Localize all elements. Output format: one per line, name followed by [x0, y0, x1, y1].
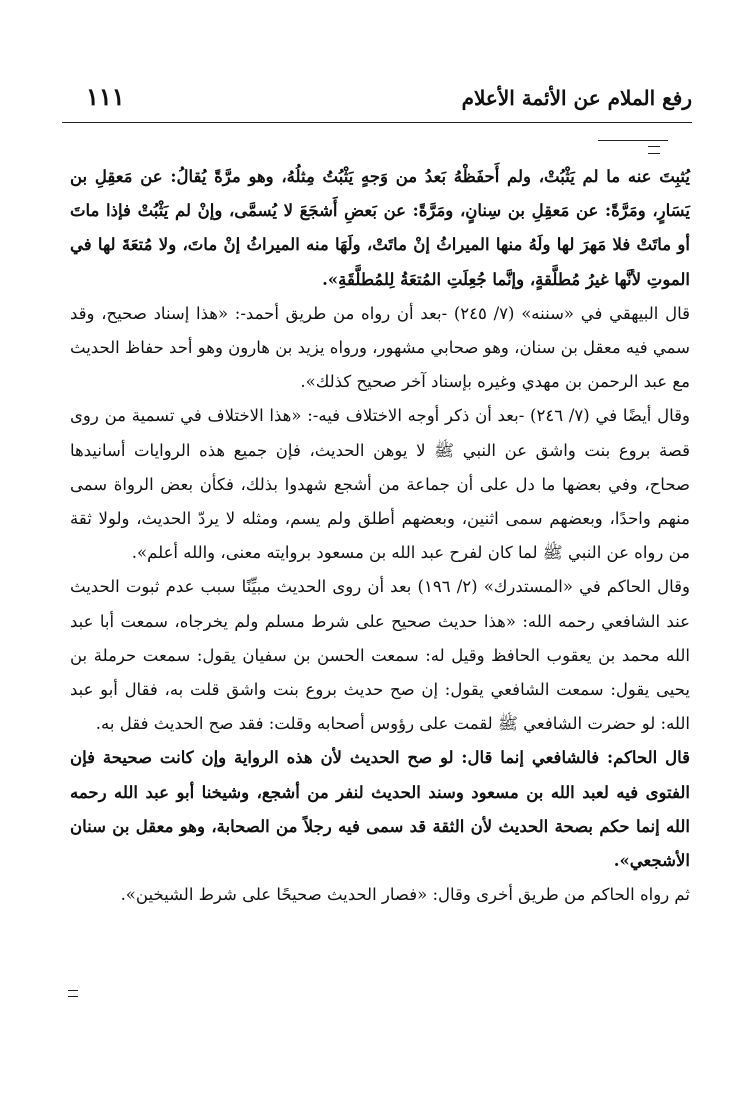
page-number: ١١١: [86, 82, 125, 111]
paragraph-hakim-commentary: قال الحاكم: فالشافعي إنما قال: لو صح الحديث لأن هذه الرواية وإن كانت صحيحة فإن الفتوى فيه لعبد الله بن مسعود وسند الحديث لنفر من أشجع، وشيخنا أبو عبد الله رحمه الله إنما حكم بصحة الحديث لأن الثقة قد سمى فيه رجلاً من الصحابة، وهو معقل بن سنان الأشجعي».: [70, 748, 690, 871]
page-body: [70, 160, 690, 912]
paragraph-quoted-text: يُثبِتَ عنه ما لم يَثْبُتْ، ولم أَحفَظْهُ بَعدُ من وَجهٍ يَثْبُتُ مِثلُهُ، وهو مرَّةً يُقالُ: عن مَعقِلِ بن يَسَارٍ، ومَرَّةً: عن مَعقِلِ بن سِنانٍ، ومَرَّةً: عن بَعضِ أَشجَعَ لا يُسمَّى، وإنْ لم يَثْبُتْ فإذا ماتَ أو ماتَتْ فلا مَهرَ لها ولَهُ منها الميراثُ إنْ ماتَتْ، ولَهَا منه الميراثُ إنْ ماتَ، ولا مُتعَةَ لها في الموتِ لأنَّها غيرُ مُطلَّقةٍ، وإنَّما جُعِلَتِ المُتعَةُ لِلمُطلَّقَةِ».: [70, 167, 690, 289]
paragraph-hakim-final: ثم رواه الحاكم من طريق أخرى وقال: «فصار الحديث صحيحًا على شرط الشيخين».: [120, 885, 690, 905]
end-mark: [68, 990, 78, 997]
header-rule: [62, 122, 692, 123]
paragraph-bayhaqi: قال البيهقي في «سننه» (٧/ ٢٤٥) -بعد أن رواه من طريق أحمد-: «هذا إسناد صحيح، وقد سمي فيه معقل بن سنان، وهو صحابي مشهور، ورواه يزيد بن هارون وهو أحد حفاظ الحديث مع عبد الرحمن بن مهدي وغيره بإسناد آخر صحيح كذلك».: [70, 303, 690, 392]
paragraph-bayhaqi-2: وقال أيضًا في (٧/ ٢٤٦) -بعد أن ذكر أوجه الاختلاف فيه-: «هذا الاختلاف في تسمية من روى قصة بروع بنت واشق عن النبي ﷺ لا يوهن الحديث، فإن جميع هذه الروايات أسانيدها صحاح، وفي بعضها ما دل على أن جماعة من أشجع شهدوا بذلك، فكأن بعض الرواة سمى منهم واحدًا، وبعضهم سمى اثنين، وبعضهم أطلق ولم يسم، ومثله لا يردّ الحديث، ولولا ثقة من رواه عن النبي ﷺ لما كان لفرح عبد الله بن مسعود بروايته معنى، والله أعلم».: [70, 406, 690, 563]
continuation-mark: [648, 146, 660, 154]
running-header: [62, 78, 692, 118]
continuation-rule: [598, 140, 668, 141]
header-title: رفع الملام عن الأئمة الأعلام: [461, 86, 692, 110]
paragraph-hakim: وقال الحاكم في «المستدرك» (٢/ ١٩٦) بعد أن روى الحديث مبيِّنًا سبب عدم ثبوت الحديث عند الشافعي رحمه الله: «هذا حديث صحيح على شرط مسلم ولم يخرجاه، سمعت أبا عبد الله محمد بن يعقوب الحافظ وقيل له: سمعت الحسن بن سفيان يقول: سمعت حرملة بن يحيى يقول: سمعت الشافعي يقول: إن صح حديث بروع بنت واشق قلت به، فقال أبو عبد الله: لو حضرت الشافعي ﷺ لقمت على رؤوس أصحابه وقلت: فقد صح الحديث فقل به.: [70, 577, 690, 734]
